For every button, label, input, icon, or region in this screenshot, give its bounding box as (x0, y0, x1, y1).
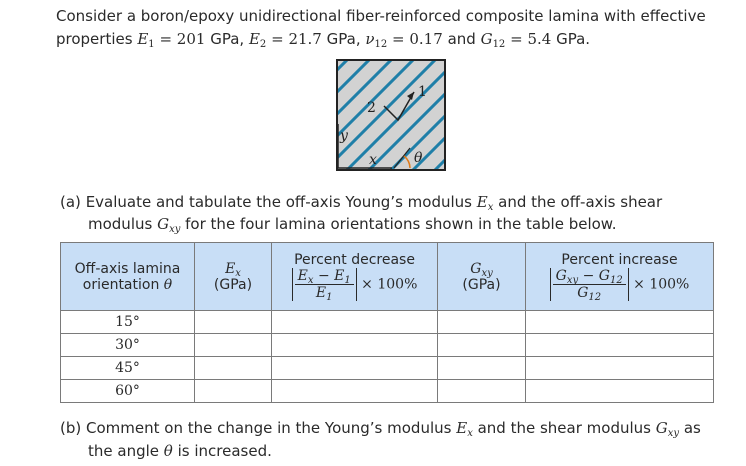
label-1: 1 (418, 84, 427, 100)
symbol-gxy-b: $G_{xy}$ (655, 419, 680, 439)
symbol-ex-b: $E_x$ (456, 419, 473, 439)
ex-cell[interactable] (195, 380, 272, 403)
prop-g12: $G_{12} = 5.4$ GPa. (480, 30, 591, 50)
table-row (61, 311, 714, 334)
pct-decrease-cell[interactable] (272, 311, 438, 334)
ex-cell[interactable] (195, 357, 272, 380)
results-table (60, 242, 714, 403)
part-a-text-1: Evaluate and tabulate the off-axis Young’s modulus (85, 193, 472, 211)
symbol-theta-b: θ (163, 442, 173, 460)
fiber-stripe (457, 40, 587, 170)
header-percent-decrease: Percent decrease $\frac{E_x - E_1}{E_1}$ × 100% (272, 243, 438, 311)
pct-increase-cell[interactable] (526, 380, 714, 403)
intro-text-1: Consider a boron/epoxy unidirectional fiber-reinforced composite lamina with effective (56, 7, 706, 25)
table-row (61, 380, 714, 403)
pct-increase-cell[interactable] (526, 334, 714, 357)
part-a-label: (a) (60, 193, 81, 211)
label-theta: θ (414, 150, 423, 166)
angle-cell: 30° (61, 334, 195, 357)
pct-decrease-cell[interactable] (272, 380, 438, 403)
angle-cell: 45° (61, 357, 195, 380)
part-b-line-1 (60, 418, 701, 438)
part-b-text-4: the angle (88, 442, 160, 460)
symbol-ex: $E_x$ (476, 193, 494, 213)
part-b-text-2: and the shear modulus (477, 419, 651, 437)
symbol-gxy: $G_{xy}$ (157, 215, 181, 235)
part-a-text-2: and the off-axis shear (498, 193, 663, 211)
table-header (61, 243, 714, 311)
label-y: y (340, 128, 348, 144)
table-row (61, 334, 714, 357)
part-b-label: (b) (60, 419, 82, 437)
header-gxy: $G_{xy}$ (GPa) (438, 243, 526, 311)
part-b-line-2 (88, 441, 272, 461)
table-row (61, 357, 714, 380)
angle-cell: 15° (61, 311, 195, 334)
pct-increase-cell[interactable] (526, 357, 714, 380)
pct-decrease-cell[interactable] (272, 334, 438, 357)
header-orientation: Off-axis lamina orientation θ (61, 243, 195, 311)
label-x: x (369, 152, 377, 168)
prop-e2: $E_2 = 21.7$ GPa, (248, 30, 361, 50)
label-2: 2 (367, 100, 376, 116)
gxy-cell[interactable] (438, 311, 526, 334)
ex-cell[interactable] (195, 334, 272, 357)
header-ex: $E_x$ (GPa) (195, 243, 272, 311)
intro-prefix: properties (56, 30, 133, 48)
angle-cell: 60° (61, 380, 195, 403)
part-b-text-1: Comment on the change in the Young’s modulus (86, 419, 452, 437)
header-percent-increase: Percent increase $\frac{G_{xy} - G_{12}}{G_{12}}$ × 100% (526, 243, 714, 311)
pct-decrease-cell[interactable] (272, 357, 438, 380)
intro-and: and (447, 30, 476, 48)
gxy-cell[interactable] (438, 357, 526, 380)
prop-e1: $E_1 = 201$ GPa, (137, 30, 245, 50)
prop-nu12: $\nu_{12} = 0.17$ (365, 30, 443, 50)
part-b-text-3: as (683, 419, 701, 437)
gxy-cell[interactable] (438, 334, 526, 357)
part-a-line-2 (88, 214, 616, 234)
ex-cell[interactable] (195, 311, 272, 334)
part-b-text-5: is increased. (177, 442, 272, 460)
part-a-text-3: modulus (88, 215, 153, 233)
fiber-stripe (435, 40, 565, 170)
part-a-line-1 (60, 192, 662, 212)
part-a-text-4: for the four lamina orientations shown in the table below. (185, 215, 617, 233)
gxy-cell[interactable] (438, 380, 526, 403)
pct-increase-cell[interactable] (526, 311, 714, 334)
times-100-b: × 100% (633, 276, 690, 293)
times-100-a: × 100% (361, 276, 418, 293)
